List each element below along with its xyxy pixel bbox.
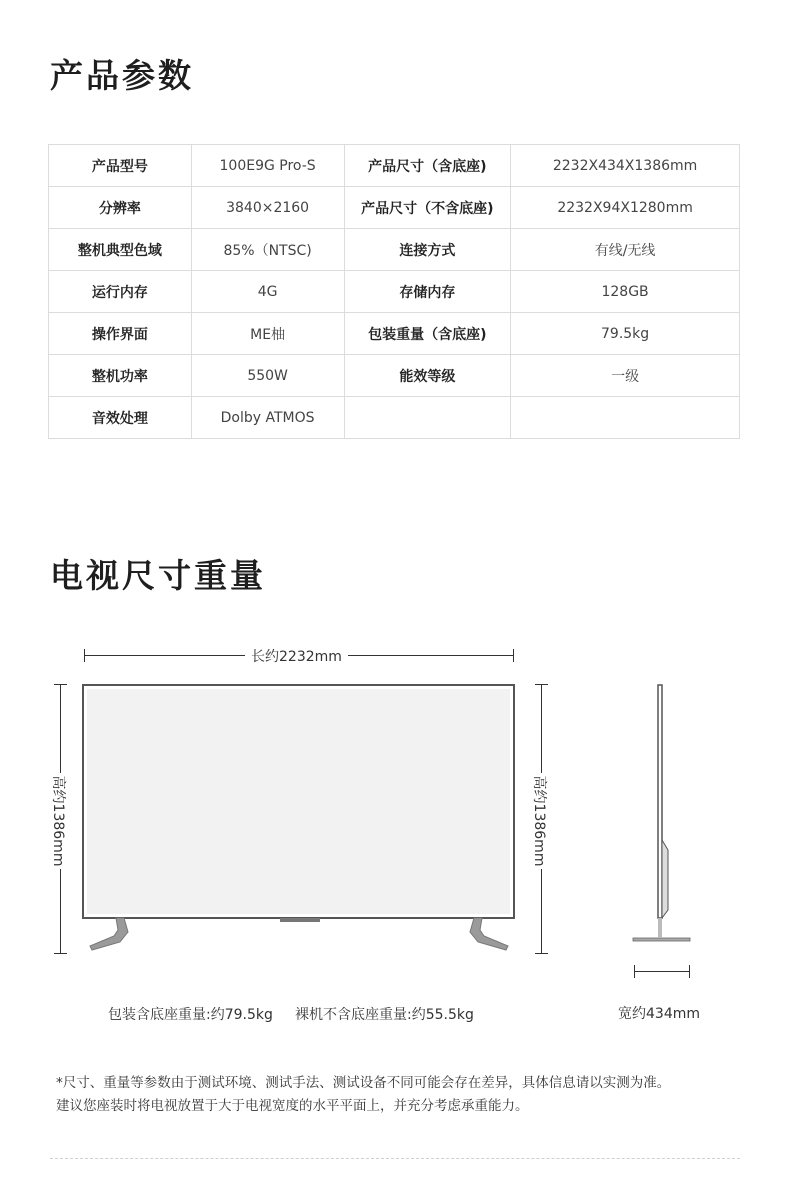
spec-key: 音效处理: [49, 397, 192, 439]
spec-table: [48, 144, 740, 439]
disclaimer-line-1: *尺寸、重量等参数由于测试环境、测试手法、测试设备不同可能会存在差异，具体信息请以实测为准。: [56, 1075, 671, 1091]
spec-row: [49, 187, 740, 229]
section-title-size-weight: 电视尺寸重量: [50, 556, 266, 595]
spec-value: 3840×2160: [191, 187, 344, 229]
tv-screen: [87, 689, 510, 914]
spec-value: 2232X434X1386mm: [511, 145, 740, 187]
spec-row: [49, 271, 740, 313]
spec-key: [344, 397, 511, 439]
width-label: 长约2232mm: [245, 646, 348, 666]
spec-value: Dolby ATMOS: [191, 397, 344, 439]
depth-dimension-line: [634, 971, 690, 972]
width-dimension-tick-left: [84, 649, 85, 662]
spec-key: 产品尺寸（含底座): [344, 145, 511, 187]
spec-row: [49, 355, 740, 397]
bottom-divider: [50, 1158, 740, 1159]
tv-front-view: [80, 680, 520, 960]
spec-value: 79.5kg: [511, 313, 740, 355]
spec-row: [49, 229, 740, 271]
tv-side-neck: [658, 918, 662, 938]
spec-value: 128GB: [511, 271, 740, 313]
spec-key: 包装重量（含底座): [344, 313, 511, 355]
section-title-params: 产品参数: [50, 56, 194, 95]
depth-dimension-tick-right: [689, 965, 690, 978]
height-dimension-tick-left-bottom: [54, 953, 67, 954]
tv-stand-right: [470, 918, 508, 950]
height-label-left: 高约1386mm: [49, 773, 71, 869]
spec-key: 整机典型色域: [49, 229, 192, 271]
spec-value: 2232X94X1280mm: [511, 187, 740, 229]
spec-key: 产品尺寸（不含底座): [344, 187, 511, 229]
spec-key: 分辨率: [49, 187, 192, 229]
tv-side-back-bulge: [662, 840, 668, 918]
depth-dimension-tick-left: [634, 965, 635, 978]
spec-row: [49, 397, 740, 439]
spec-key: 能效等级: [344, 355, 511, 397]
tv-side-view: [630, 680, 700, 980]
spec-row: [49, 313, 740, 355]
height-dimension-tick-right-bottom: [535, 953, 548, 954]
weight-bare: 裸机不含底座重量:约55.5kg: [295, 1007, 474, 1023]
spec-key: 连接方式: [344, 229, 511, 271]
spec-value: ME柚: [191, 313, 344, 355]
height-label-right: 高约1386mm: [530, 773, 552, 869]
height-dimension-tick-right-top: [535, 684, 548, 685]
spec-value: 100E9G Pro-S: [191, 145, 344, 187]
width-dimension-tick-right: [513, 649, 514, 662]
tv-side-panel: [658, 685, 662, 918]
spec-value: 一级: [511, 355, 740, 397]
spec-key: 存储内存: [344, 271, 511, 313]
spec-value: 550W: [191, 355, 344, 397]
spec-row: [49, 145, 740, 187]
weight-packaged: 包装含底座重量:约79.5kg: [108, 1007, 273, 1023]
tv-bottom-bar: [280, 918, 320, 922]
spec-value: 有线/无线: [511, 229, 740, 271]
spec-key: 操作界面: [49, 313, 192, 355]
spec-value: 85%（NTSC): [191, 229, 344, 271]
spec-key: 整机功率: [49, 355, 192, 397]
spec-value: [511, 397, 740, 439]
disclaimer-line-2: 建议您座装时将电视放置于大于电视宽度的水平平面上，并充分考虑承重能力。: [56, 1098, 529, 1114]
tv-side-base: [633, 938, 690, 941]
tv-stand-left: [90, 918, 128, 950]
spec-value: 4G: [191, 271, 344, 313]
height-dimension-tick-left-top: [54, 684, 67, 685]
depth-label: 宽约434mm: [618, 1006, 700, 1022]
spec-key: 运行内存: [49, 271, 192, 313]
spec-key: 产品型号: [49, 145, 192, 187]
